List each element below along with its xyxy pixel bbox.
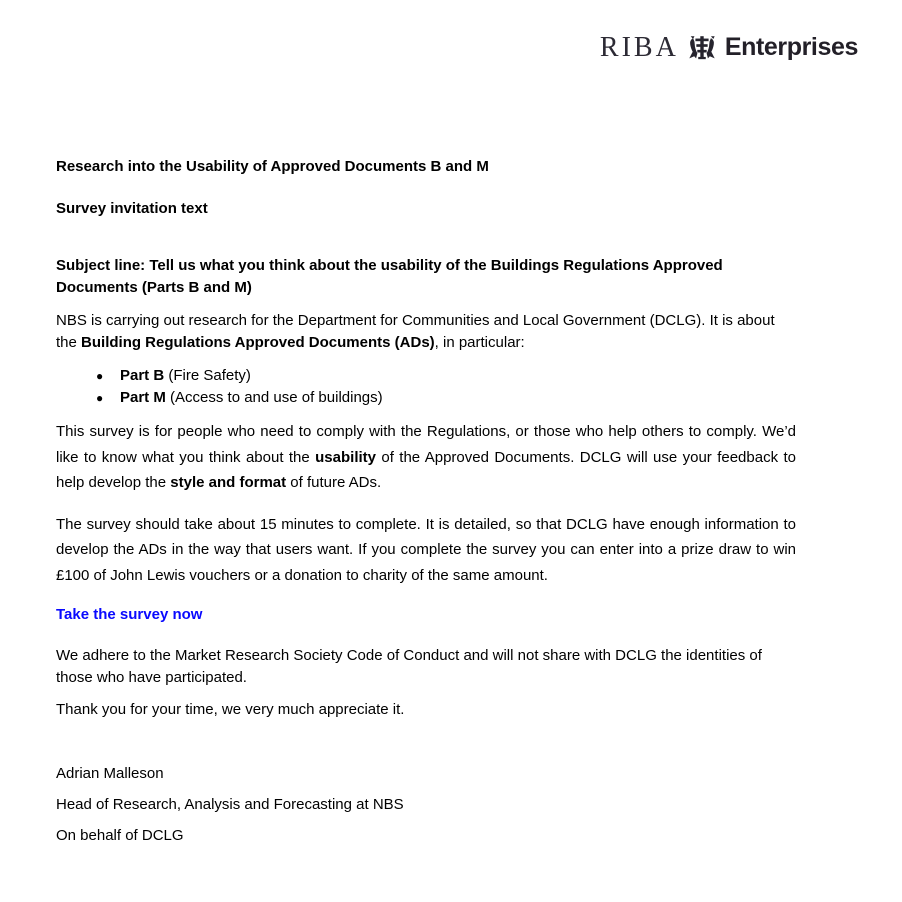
part-b-description: (Fire Safety) — [164, 367, 251, 384]
audience-text: This survey is for people who need to comply with the Regulations, or those who help others to comply. We’d like to know what you think about the — [56, 423, 796, 466]
paragraph-confidentiality: We adhere to the Market Research Society Code of Conduct and will not share with DCLG the identities of those who have participated. — [56, 647, 762, 686]
signature-on-behalf: On behalf of DCLG — [56, 827, 184, 844]
list-item-part-m — [96, 387, 796, 409]
riba-crest-icon — [686, 33, 718, 62]
part-m-description: (Access to and use of buildings) — [165, 389, 383, 406]
bullet-icon: ● — [96, 391, 104, 405]
intro-text-tail: , in particular: — [434, 334, 525, 351]
link-paragraph — [56, 604, 796, 626]
enterprises-logo-text: Enterprises — [724, 33, 858, 61]
bullet-icon: ● — [96, 369, 104, 383]
paragraph-intro — [56, 310, 796, 354]
audience-text-tail: of future ADs. — [286, 474, 382, 491]
bullet-list — [56, 365, 796, 409]
signature-role: Head of Research, Analysis and Forecasting at NBS — [56, 796, 404, 813]
document-content — [56, 156, 796, 856]
intro-text: NBS is carrying out research for the Department for Communities and Local Government (DCLG). It is about the — [56, 312, 775, 351]
audience-bold-usability: usability — [315, 448, 376, 466]
document-title: Research into the Usability of Approved Documents B and M — [56, 158, 489, 175]
paragraph-duration: The survey should take about 15 minutes to complete. It is detailed, so that DCLG have enough information to develop the ADs in the way that users want. If you complete the survey you can enter into a prize draw to win £100 of John Lewis vouchers or a donation to charity of the same amount. — [56, 515, 796, 584]
document-subtitle: Survey invitation text — [56, 200, 208, 217]
part-m-label: Part M — [120, 389, 166, 406]
part-b-label: Part B — [120, 367, 165, 384]
subject-line: Subject line: Tell us what you think about the usability of the Buildings Regulations Approved Documents (Parts B and M) — [56, 257, 723, 296]
riba-enterprises-logo — [600, 33, 858, 62]
audience-text-mid: of the Approved Documents. DCLG will use your feedback to help develop the — [56, 448, 796, 491]
intro-bold-ads: Building Regulations Approved Documents (ADs) — [81, 334, 435, 351]
list-item-part-b — [96, 365, 796, 387]
paragraph-thanks: Thank you for your time, we very much appreciate it. — [56, 701, 405, 718]
signature-name: Adrian Malleson — [56, 765, 164, 782]
take-survey-link[interactable]: Take the survey now — [56, 606, 203, 623]
audience-bold-style-format: style and format — [170, 474, 287, 491]
paragraph-audience — [56, 419, 796, 496]
riba-logo-text: RIBA — [599, 31, 679, 63]
